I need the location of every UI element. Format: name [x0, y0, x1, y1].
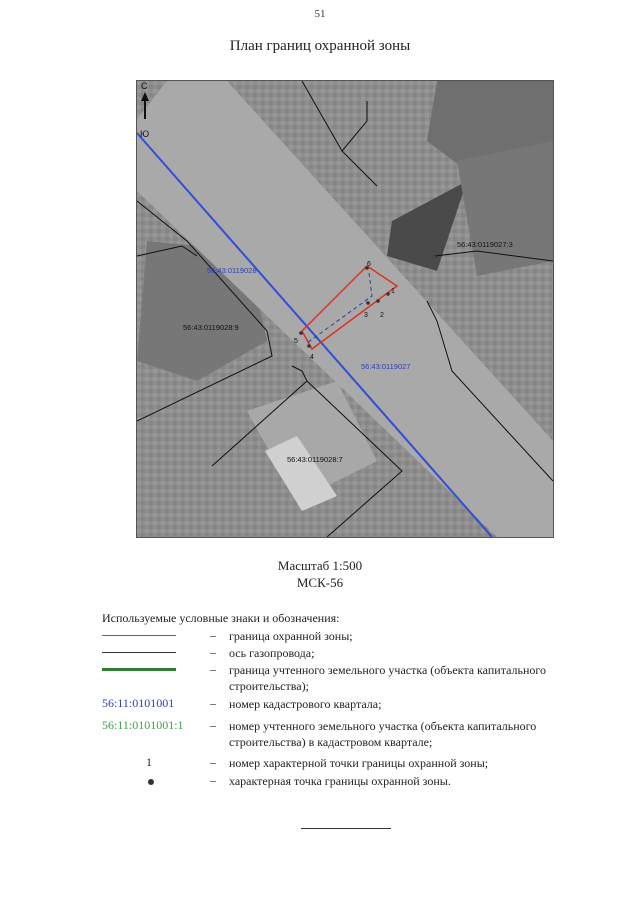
green-line-symbol: [102, 668, 176, 671]
legend-label: граница учтенного земельного участка (объекта капитального строительства);: [229, 663, 547, 693]
legend-label: номер кадастрового квартала;: [229, 697, 382, 711]
legend-symbol: 56:11:0101001:1: [102, 718, 184, 732]
page-number: 51: [314, 8, 326, 20]
legend-dash: –: [210, 662, 216, 676]
point-label: 3: [364, 312, 368, 319]
legend-dash: –: [210, 718, 216, 732]
legend-dash: –: [210, 628, 216, 642]
coordinate-system: МСК-56: [296, 575, 344, 590]
black-line-symbol: [102, 652, 176, 653]
parcel-label: 56:43:0119028:7: [287, 455, 343, 464]
legend-label: ось газопровода;: [229, 646, 315, 660]
page-title: План границ охранной зоны: [229, 38, 411, 54]
point-label: 2: [380, 312, 384, 319]
bottom-rule: [301, 828, 391, 829]
legend-dash: –: [210, 755, 216, 769]
point-label: 6: [367, 261, 371, 268]
map-scale: Масштаб 1:500: [277, 558, 363, 573]
cadastral-block-label: 56:43:0119028: [207, 266, 257, 275]
legend-dash: –: [210, 773, 216, 787]
legend-dash: –: [210, 696, 216, 710]
map-canvas: [137, 81, 553, 537]
legend-label: характерная точка границы охранной зоны.: [229, 774, 451, 788]
legend-dash: –: [210, 645, 216, 659]
red-line-symbol: [102, 635, 176, 636]
south-label: Ю: [140, 129, 150, 139]
legend-label: граница охранной зоны;: [229, 629, 353, 643]
parcel-label: 56:43:0119027:3: [457, 240, 513, 249]
legend-symbol: 56:11:0101001: [102, 696, 175, 710]
legend-label: номер характерной точки границы охранной зоны;: [229, 756, 489, 770]
point-label: 4: [310, 354, 314, 361]
point-label: 5: [294, 338, 298, 345]
point-dot-symbol: [148, 779, 154, 785]
parcel-label: 56:43:0119028:9: [183, 323, 239, 332]
map-image: [136, 80, 554, 538]
north-label: С: [141, 81, 148, 91]
legend-symbol: 1: [146, 755, 152, 769]
legend-title: Используемые условные знаки и обозначения:: [102, 611, 340, 625]
cadastral-block-label: 56:43:0119027: [361, 362, 411, 371]
legend-label: номер учтенного земельного участка (объекта капитального строительства) в кадастровом квартале;: [229, 719, 537, 749]
point-label: 1: [391, 288, 395, 295]
